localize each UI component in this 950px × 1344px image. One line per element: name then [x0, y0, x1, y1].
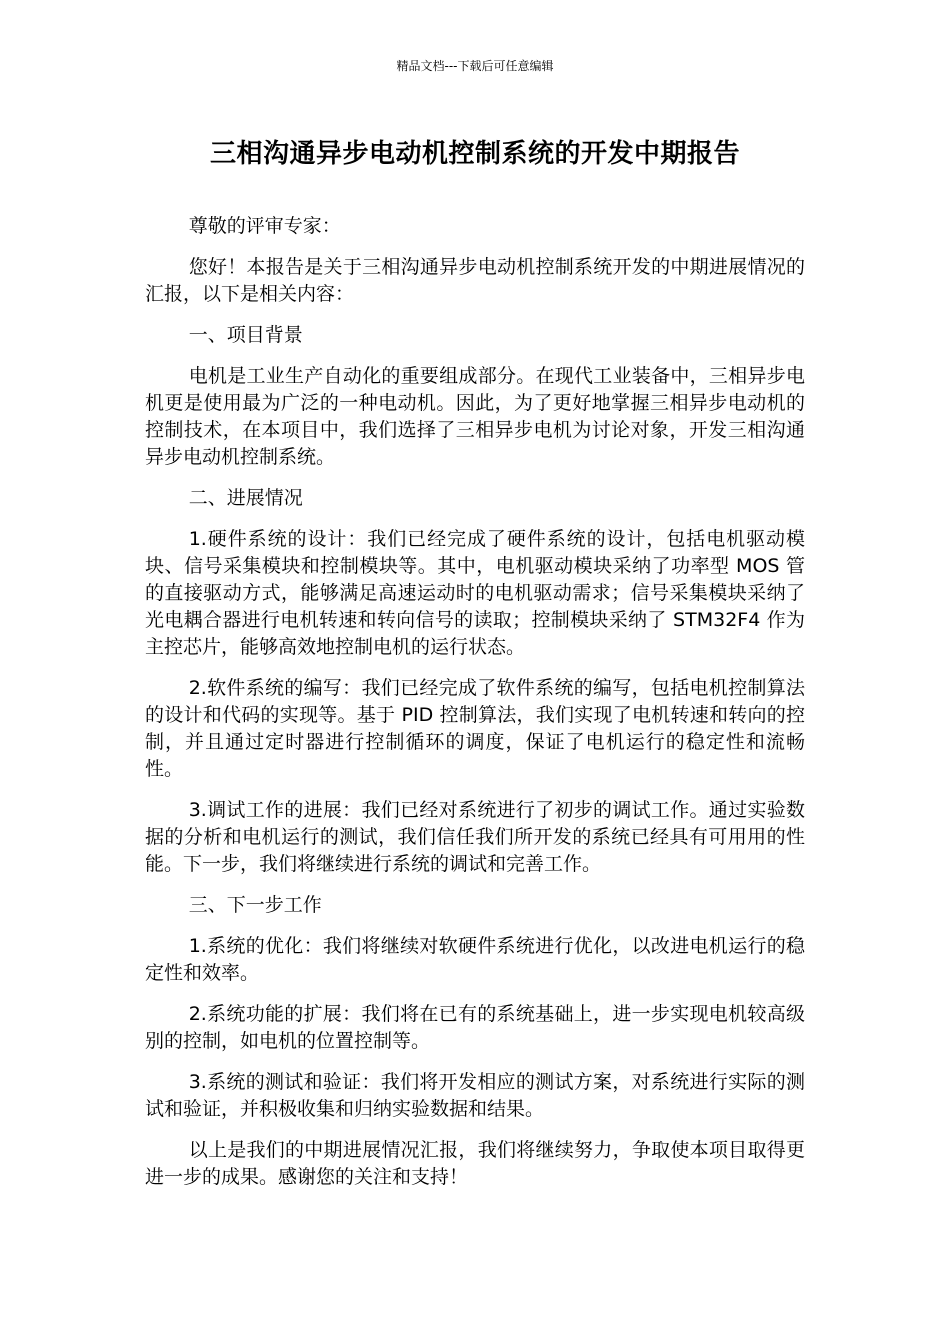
next-item-optimization: 1.系统的优化：我们将继续对软硬件系统进行优化，以改进电机运行的稳定性和效率。: [145, 935, 805, 984]
document-title: 三相沟通异步电动机控制系统的开发中期报告: [209, 139, 740, 169]
progress-item-software: 2.软件系统的编写：我们已经完成了软件系统的编写，包括电机控制算法的设计和代码的实现等。基于 PID 控制算法，我们实现了电机转速和转向的控制，并且通过定时器进行控制循环的调度，保证了电机运行的稳定性和流畅性。: [145, 677, 805, 780]
progress-item-debugging: 3.调试工作的进展：我们已经对系统进行了初步的调试工作。通过实验数据的分析和电机运行的测试，我们信任我们所开发的系统已经具有可用用的性能。下一步，我们将继续进行系统的调试和完善工作。: [145, 799, 805, 875]
salutation: 尊敬的评审专家：: [188, 215, 341, 237]
progress-item-hardware: 1.硬件系统的设计：我们已经完成了硬件系统的设计，包括电机驱动模块、信号采集模块和控制模块等。其中，电机驱动模块采纳了功率型 MOS 管的直接驱动方式，能够满足高速运动时的电机驱动需求；信号采集模块采纳了光电耦合器进行电机转速和转向信号的读取；控制模块采纳了 STM32F4 作为主控芯片，能够高效地控制电机的运行状态。: [145, 528, 805, 658]
background-paragraph: 电机是工业生产自动化的重要组成部分。在现代工业装备中，三相异步电机更是使用最为广泛的一种电动机。因此，为了更好地掌握三相异步电动机的控制技术，在本项目中，我们选择了三相异步电机为讨论对象，开发三相沟通异步电动机控制系统。: [145, 365, 805, 468]
section-heading-next-steps: 三、下一步工作: [188, 894, 322, 916]
intro-paragraph: 您好！本报告是关于三相沟通异步电动机控制系统开发的中期进展情况的汇报，以下是相关内容：: [145, 256, 805, 305]
section-heading-progress: 二、进展情况: [188, 487, 303, 509]
document-body: [145, 213, 805, 1205]
next-item-testing: 3.系统的测试和验证：我们将开发相应的测试方案，对系统进行实际的测试和验证，并积极收集和归纳实验数据和结果。: [145, 1071, 805, 1120]
closing-paragraph: 以上是我们的中期进展情况汇报，我们将继续努力，争取使本项目取得更进一步的成果。感谢您的关注和支持！: [145, 1139, 805, 1188]
section-heading-background: 一、项目背景: [188, 324, 303, 346]
next-item-extension: 2.系统功能的扩展：我们将在已有的系统基础上，进一步实现电机较高级别的控制，如电机的位置控制等。: [145, 1003, 805, 1052]
header-note: 精品文档---下载后可任意编辑: [396, 59, 554, 73]
